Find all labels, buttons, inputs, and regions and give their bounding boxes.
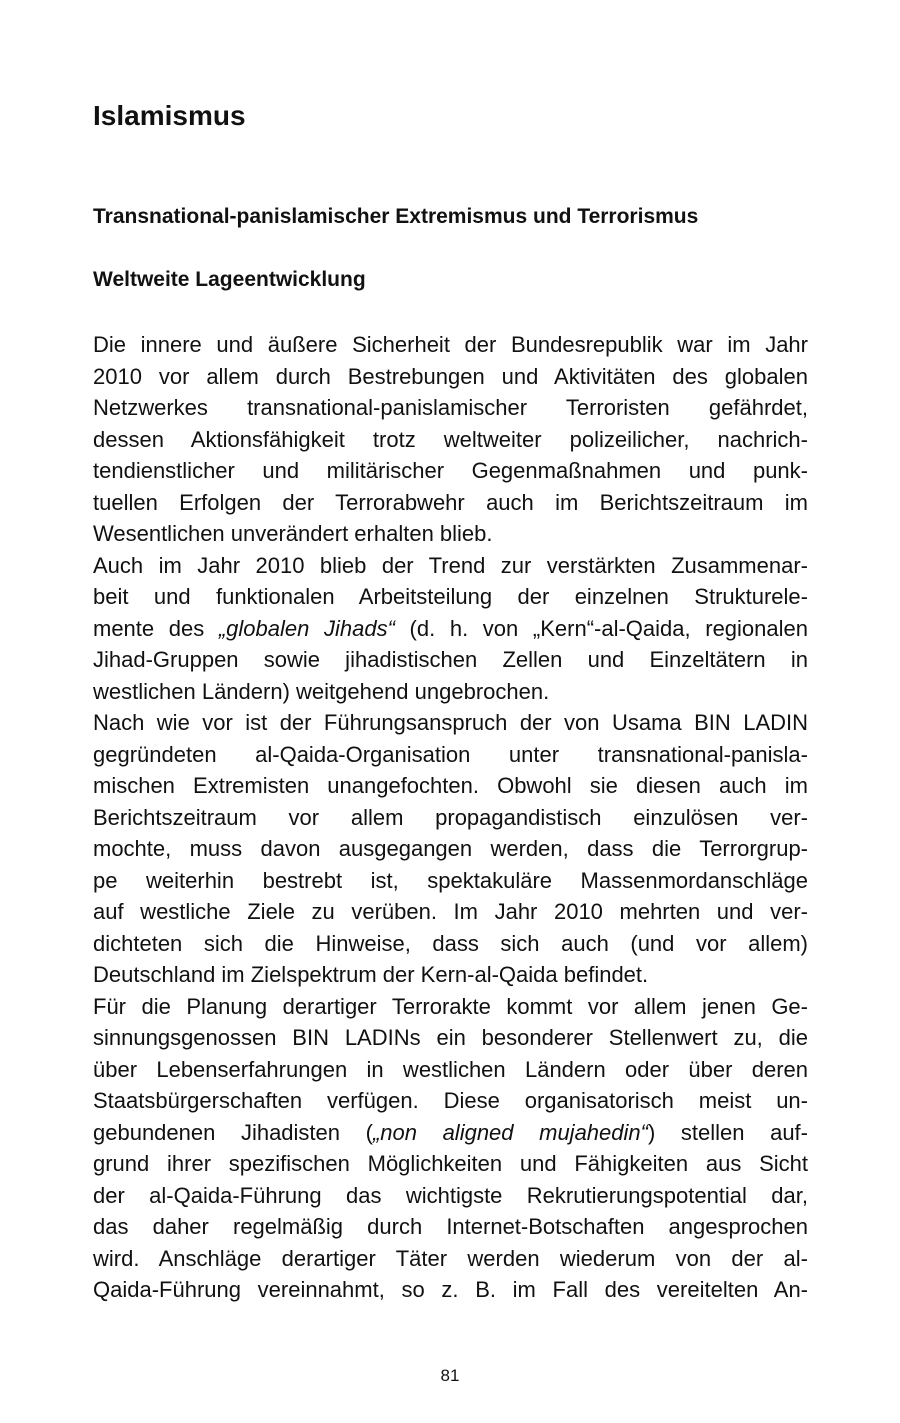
text-line: 2010 vor allem durch Bestrebungen und Aktivitäten des globalen bbox=[93, 363, 808, 389]
text-line: Berichtszeitraum vor allem propagandistisch einzulösen ver- bbox=[93, 804, 808, 830]
text-line: pe weiterhin bestrebt ist, spektakuläre Massenmordanschläge bbox=[93, 867, 808, 893]
chapter-heading: Islamismus bbox=[93, 100, 246, 131]
body-text bbox=[93, 329, 808, 1306]
text-line: Deutschland im Zielspektrum der Kern-al-Qaida befindet. bbox=[93, 962, 649, 987]
text-line: tuellen Erfolgen der Terrorabwehr auch im Berichtszeitraum im bbox=[93, 489, 808, 515]
text-line: Die innere und äußere Sicherheit der Bundesrepublik war im Jahr bbox=[93, 332, 808, 357]
text-line bbox=[93, 613, 808, 645]
italic-term: „non aligned mujahedin“ bbox=[372, 1119, 648, 1145]
italic-term: „globalen Jihads“ bbox=[218, 615, 395, 641]
text-line: das daher regelmäßig durch Internet-Botschaften angesprochen bbox=[93, 1214, 808, 1239]
text-line: westlichen Ländern) weitgehend ungebrochen. bbox=[93, 678, 550, 704]
text-segment: gebundenen Jihadisten ( bbox=[93, 1119, 373, 1145]
text-line: grund ihrer spezifischen Möglichkeiten und Fähigkeiten aus Sicht bbox=[93, 1151, 808, 1176]
text-line: Qaida-Führung vereinnahmt, so z. B. im Fall des vereitelten An- bbox=[93, 1277, 808, 1302]
text-line: Netzwerkes transnational-panislamischer Terroristen gefährdet, bbox=[93, 395, 808, 420]
text-line: gegründeten al-Qaida-Organisation unter transnational-panisla- bbox=[93, 741, 808, 767]
paragraph-4 bbox=[93, 991, 808, 1306]
text-line bbox=[93, 1117, 808, 1149]
text-line: Staatsbürgerschaften verfügen. Diese organisatorisch meist un- bbox=[93, 1088, 808, 1113]
text-line: sinnungsgenossen BIN LADINs ein besonderer Stellenwert zu, die bbox=[93, 1025, 808, 1050]
text-line: über Lebenserfahrungen in westlichen Ländern oder über deren bbox=[93, 1056, 808, 1082]
text-segment: mente des bbox=[93, 615, 219, 641]
text-line: Wesentlichen unverändert erhalten blieb. bbox=[93, 521, 493, 546]
subsection-heading: Weltweite Lageentwicklung bbox=[93, 268, 366, 291]
page-number: 81 bbox=[440, 1366, 460, 1385]
text-line: Nach wie vor ist der Führungsanspruch der von Usama BIN LADIN bbox=[93, 710, 808, 735]
section-heading: Transnational-panislamischer Extremismus und Terrorismus bbox=[93, 205, 699, 228]
text-line: dessen Aktionsfähigkeit trotz weltweiter polizeilicher, nachrich- bbox=[93, 426, 808, 452]
text-segment: ) stellen auf- bbox=[647, 1119, 808, 1145]
paragraph-1 bbox=[93, 329, 808, 550]
text-line: der al-Qaida-Führung das wichtigste Rekrutierungspotential dar, bbox=[93, 1182, 808, 1208]
text-line: auf westliche Ziele zu verüben. Im Jahr 2010 mehrten und ver- bbox=[93, 899, 808, 924]
text-line: Auch im Jahr 2010 blieb der Trend zur verstärkten Zusammenar- bbox=[93, 552, 808, 578]
text-line: wird. Anschläge derartiger Täter werden wiederum von der al- bbox=[93, 1245, 808, 1271]
text-line: Jihad-Gruppen sowie jihadistischen Zellen und Einzeltätern in bbox=[93, 647, 808, 672]
text-line: tendienstlicher und militärischer Gegenmaßnahmen und punk- bbox=[93, 458, 808, 483]
text-line: dichteten sich die Hinweise, dass sich auch (und vor allem) bbox=[93, 930, 808, 956]
text-segment: (d. h. von „Kern“-al-Qaida, regionalen bbox=[394, 615, 808, 641]
paragraph-3 bbox=[93, 707, 808, 991]
paragraph-2 bbox=[93, 550, 808, 708]
text-line: mischen Extremisten unangefochten. Obwohl sie diesen auch im bbox=[93, 773, 808, 798]
text-line: Für die Planung derartiger Terrorakte kommt vor allem jenen Ge- bbox=[93, 993, 808, 1019]
text-line: mochte, muss davon ausgegangen werden, dass die Terrorgrup- bbox=[93, 836, 808, 861]
text-line: beit und funktionalen Arbeitsteilung der einzelnen Strukturele- bbox=[93, 584, 808, 609]
